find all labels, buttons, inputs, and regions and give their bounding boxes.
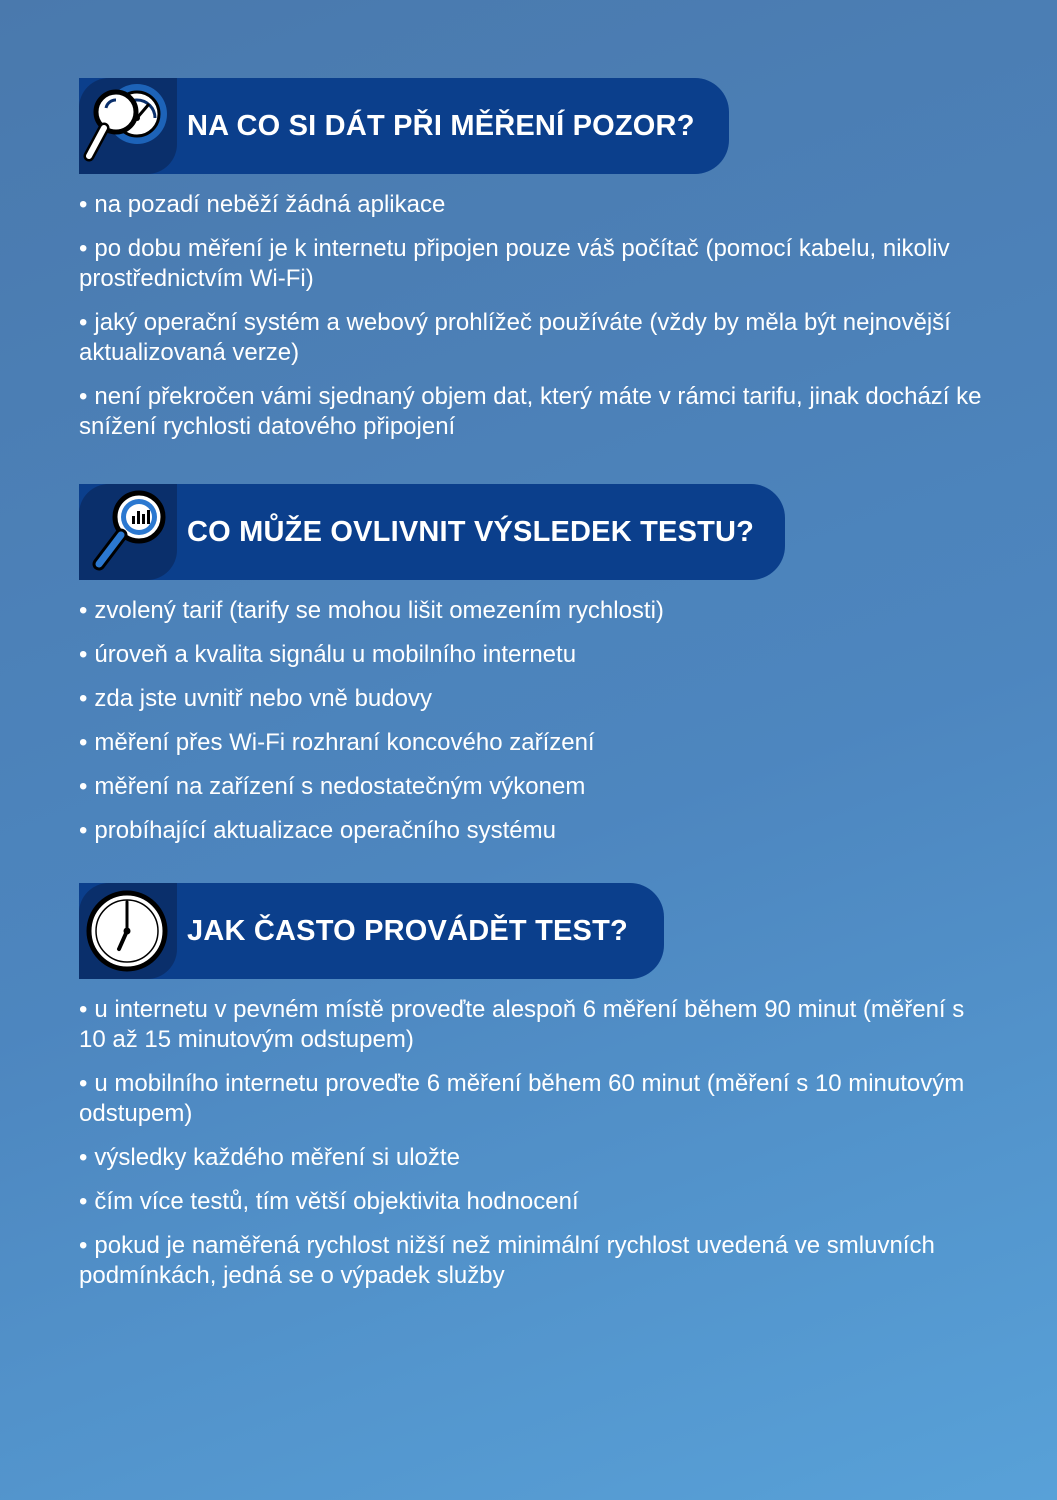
section-title: NA CO SI DÁT PŘI MĚŘENÍ POZOR? xyxy=(187,110,695,142)
list-item: • probíhající aktualizace operačního systému xyxy=(79,816,989,846)
section-header xyxy=(79,78,989,174)
list-item: • zda jste uvnitř nebo vně budovy xyxy=(79,684,989,714)
list-item: • měření na zařízení s nedostatečným výkonem xyxy=(79,772,989,802)
item-list xyxy=(79,596,989,846)
list-item: • výsledky každého měření si uložte xyxy=(79,1143,989,1173)
list-item: • u internetu v pevném místě proveďte alespoň 6 měření během 90 minut (měření s 10 až 15 minutovým odstupem) xyxy=(79,995,989,1055)
section-title: CO MŮŽE OVLIVNIT VÝSLEDEK TESTU? xyxy=(187,516,755,548)
magnifier-speedometer-icon xyxy=(79,78,177,174)
list-item: • měření přes Wi-Fi rozhraní koncového zařízení xyxy=(79,728,989,758)
list-item: • po dobu měření je k internetu připojen pouze váš počítač (pomocí kabelu, nikoliv prostřednictvím Wi-Fi) xyxy=(79,234,989,294)
section-test-frequency xyxy=(79,883,989,1305)
list-item: • na pozadí neběží žádná aplikace xyxy=(79,190,989,220)
list-item: • pokud je naměřená rychlost nižší než minimální rychlost uvedená ve smluvních podmínkách, jedná se o výpadek služby xyxy=(79,1231,989,1291)
item-list xyxy=(79,995,989,1291)
list-item: • úroveň a kvalita signálu u mobilního internetu xyxy=(79,640,989,670)
list-item: • u mobilního internetu proveďte 6 měření během 60 minut (měření s 10 minutovým odstupem) xyxy=(79,1069,989,1129)
clock-icon xyxy=(79,883,177,979)
section-header xyxy=(79,484,989,580)
section-measurement-tips xyxy=(79,78,989,456)
list-item: • čím více testů, tím větší objektivita hodnocení xyxy=(79,1187,989,1217)
section-header xyxy=(79,883,989,979)
section-title: JAK ČASTO PROVÁDĚT TEST? xyxy=(187,915,628,947)
section-test-factors xyxy=(79,484,989,860)
list-item: • jaký operační systém a webový prohlížeč používáte (vždy by měla být nejnovější aktualizovaná verze) xyxy=(79,308,989,368)
list-item: • není překročen vámi sjednaný objem dat, který máte v rámci tarifu, jinak dochází ke snížení rychlosti datového připojení xyxy=(79,382,989,442)
magnifier-chart-icon xyxy=(79,484,177,580)
list-item: • zvolený tarif (tarify se mohou lišit omezením rychlosti) xyxy=(79,596,989,626)
item-list xyxy=(79,190,989,442)
